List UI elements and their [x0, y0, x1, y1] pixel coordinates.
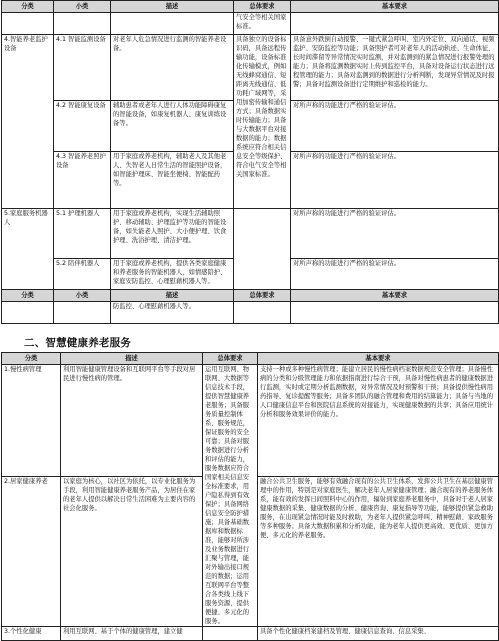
header-basic-requirement: 基本要求	[258, 353, 499, 365]
table-row	[2, 209, 499, 259]
basic-requirement-cell: 对所声称的功能进行严格的验证评估。	[291, 152, 499, 209]
header-subcategory: 小类	[54, 1, 111, 13]
description-cell: 以家庭为核心，以社区为依托，以专业化服务为手段，利用智能健康养老服务产品，为居住在家的老年人提供以解决日常生活困难为主要内容的社会化服务。	[61, 477, 203, 627]
section-title: 二、智慧健康养老服务	[24, 337, 131, 349]
basic-requirement-cell: 对所声称的功能进行严格的验证评估。	[291, 259, 499, 299]
description-cell: 用于家庭或养老机构，辅助老人及其他老人、失智老人日常生活的智能照护设备，如智能护理床、智能坐便椅、智能配药等。	[111, 152, 234, 209]
header-description: 描述	[111, 290, 234, 302]
header-overall-requirement: 总体要求	[203, 353, 258, 365]
table-row	[2, 365, 499, 477]
table-row	[2, 13, 499, 35]
basic-requirement-cell: 对所声称的功能进行严格的验证评估。	[291, 101, 499, 152]
header-description: 描述	[61, 353, 203, 365]
table-row	[2, 35, 499, 101]
header-description: 描述	[111, 1, 234, 13]
header-subcategory: 小类	[54, 290, 111, 302]
header-category: 分类	[2, 353, 61, 365]
subcategory-cell: 4.1 智能监测设备	[54, 35, 111, 101]
subcategory-cell: 4.2 智能康复设备	[54, 101, 111, 152]
header-basic-requirement: 基本要求	[291, 1, 499, 13]
subcategory-cell: 5.1 护理机器人	[54, 209, 111, 259]
description-cell: 辅助患者或老年人进行人体功能障碍康复的智能设备，如康复机器人、康复训练设备等。	[111, 101, 234, 152]
services-table	[1, 352, 499, 641]
equipment-table	[1, 0, 499, 299]
category-cell: 2.居家健康养老	[2, 477, 61, 627]
subcategory-cell: 5.2 陪伴机器人	[54, 259, 111, 299]
continued-requirement-text: 气安全等相关国家标准。	[234, 13, 291, 35]
basic-requirement-cell: 支持一种或多种慢性病管理；能建立居民的慢性病档案数据规范安全管理；具备慢性病的分类和分级管理能力和依据指南进行综合干预，具备对慢性病患者的健康数据进行监测，实时或定期分析监测数据，对异常情况及时预警和干预；具备提供慢性病用药指导、复诊提醒等服务；具备多团队的融合管理和费用的结算能力；具备与当地的人口健康信息平台和医院信息系统的对接能力，实现健康数据的共享；具备应用统计分析和服务效果评价的能力。	[258, 365, 499, 477]
basic-requirement-cell: 具备个性化健康档案建档及管理、健康信息查询、信息采集、	[258, 627, 499, 641]
category-cell: 5.家庭服务机器人	[2, 209, 54, 299]
description-cell: 用于家庭或养老机构，提供各类家庭健康和养老服务的智能机器人，如情感陪护、家庭安防监控、心理慰藉机器人等。	[111, 259, 234, 299]
basic-requirement-cell: 融合公共卫生服务，能够有效融合现有的公共卫生体系，发挥公共卫生在基层健康管理中的作用，特别是对家庭医生，解决老年人居家健康管理；融合现有的养老服务体系，能有效的发挥日间照料中心的作用，辐射到家庭养老服务中，具备对于老人居家健康数据的采集、健康数据的分析、健康咨询、康复指导等功能，能够提供紧急救助服务，在出现紧急情况时能及时救助，为老年人提供紧急呼叫、精神慰藉、家政服务等多种服务；具备大数据积累和分析功能，能为老年人提供更高效、更优质、更加方便、多元化的养老服务。	[258, 477, 499, 627]
basic-requirement-cell: 具备意外跌倒自动报警、一键式紧急呼叫、室内外定位、双向通话、视频监护、安防监控等功能；具备照护者可对老年人的活动轨迹、生命体征、长时间滞留等异常情况实时监测，并对监测到的紧急情况进行报警处理的能力；具备将监测数据实时上传到监控平台，具备对设备运行状态进行远程管理的能力；具备对监测到的数据进行分析判断，发现异常情况及时报警；具备对监测设备进行定期维护和巡检的能力。	[291, 35, 499, 101]
description-cell: 防监控、心理慰藉机器人等。	[111, 302, 234, 324]
category-cell: 1.慢性病管理	[2, 365, 61, 477]
description-cell: 对老年人危急情况进行监测的智能养老设备。	[111, 35, 234, 101]
continuation-table	[1, 289, 499, 324]
description-cell: 利用智能健康管理设备和互联网平台等手段对居民进行慢性病的管理。	[61, 365, 203, 477]
table-header-row	[2, 1, 499, 13]
description-cell: 用于家庭或养老机构，实现生活辅助照护、移动辅助、护理监护等功能的智能设备，如失能老人照护、大小便护理、饮食护理、洗浴护理、清洁护理。	[111, 209, 234, 259]
category-cell: 4.智能养老监护设备	[2, 35, 54, 209]
table-row	[2, 302, 499, 324]
basic-requirement-cell: 对所声称的功能进行严格的验证评估。	[291, 209, 499, 259]
header-category: 分类	[2, 1, 54, 13]
table-header-row	[2, 290, 499, 302]
header-overall-requirement: 总体要求	[234, 1, 291, 13]
overall-requirement-cell: 运用互联网、物联网、大数据等信息技术手段，提供智慧健康养老服务；具备服务质量控制体系、服务规范，保证服务的安全可靠；具备对服务数据进行分析和评估的能力，服务数据应符合国家相关信息安全标准要求，用户隐私得到有效保护；具备网络信息安全防护措施；具备基础数据库和数据标准，能够对所涉及业务数据进行汇聚与管理，能对外输出接口规范的数据；运用互联网平台等整合各类线上线下服务资源，提供便捷、多元化的服务。	[203, 365, 258, 627]
header-category: 分类	[2, 290, 54, 302]
table-row	[2, 627, 499, 641]
overall-requirement-cell: 具备独立的设备标识码，具备远程传输功能，设备标准化传输模式，例如无线蜂窝通信、短距离无线通信、低功耗广域网等，采用加密传输和通信方式；具备数据实时传输能力；具备与大数据平台对接数据的能力；数据系统应符合相关信息安全等级保护、符合电气安全等相关国家标准。	[234, 35, 291, 209]
subcategory-cell: 4.3 智能养老照护设备	[54, 152, 111, 209]
description-cell: 利用互联网、基于个体的健康管理，建立健	[61, 627, 203, 641]
table-header-row	[2, 353, 499, 365]
header-basic-requirement: 基本要求	[291, 290, 499, 302]
category-cell: 3.个性化健康	[2, 627, 61, 641]
header-overall-requirement: 总体要求	[234, 290, 291, 302]
